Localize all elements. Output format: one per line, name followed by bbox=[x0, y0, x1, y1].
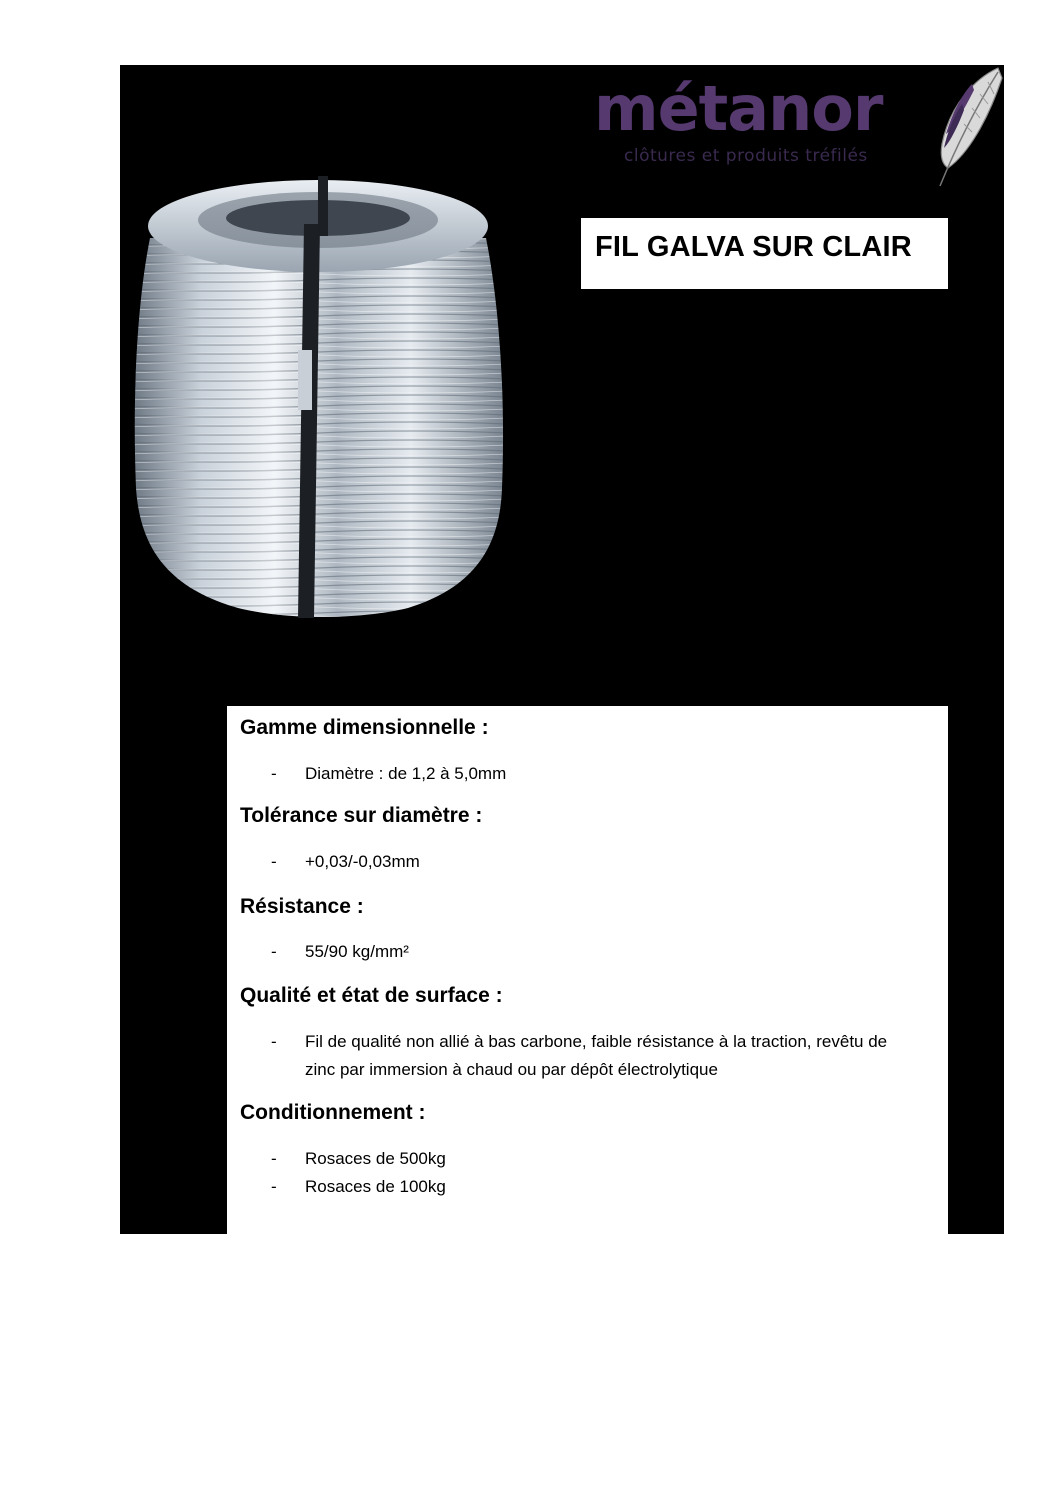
list-bullet: - bbox=[271, 1149, 277, 1168]
list-bullet: - bbox=[271, 852, 277, 871]
list-bullet: - bbox=[271, 1032, 277, 1051]
list-bullet: - bbox=[271, 1177, 277, 1196]
spec-item: Rosaces de 100kg bbox=[305, 1177, 446, 1196]
spec-item: Fil de qualité non allié à bas carbone, faible résistance à la traction, revêtu de zinc par immersion à chaud ou par dépôt électrolytique bbox=[305, 1032, 888, 1079]
spec-item: Diamètre : de 1,2 à 5,0mm bbox=[305, 764, 507, 783]
wire-coil-image bbox=[128, 168, 508, 638]
brand-tagline: clôtures et produits tréfilés bbox=[624, 146, 868, 166]
list-bullet: - bbox=[271, 764, 277, 783]
spec-heading-resistance: Résistance : bbox=[240, 895, 364, 918]
spec-heading-dimensions: Gamme dimensionnelle : bbox=[240, 716, 489, 739]
spec-heading-packaging: Conditionnement : bbox=[240, 1101, 426, 1124]
product-title: FIL GALVA SUR CLAIR bbox=[595, 231, 912, 263]
brand-logo-wordmark: métanor bbox=[594, 72, 883, 145]
spec-heading-quality: Qualité et état de surface : bbox=[240, 984, 503, 1007]
feather-icon bbox=[928, 64, 1006, 192]
spec-item: Rosaces de 500kg bbox=[305, 1149, 446, 1168]
spec-heading-tolerance: Tolérance sur diamètre : bbox=[240, 804, 483, 827]
specifications-panel bbox=[227, 706, 948, 1234]
spec-item: 55/90 kg/mm² bbox=[305, 942, 409, 961]
spec-item: +0,03/-0,03mm bbox=[305, 852, 420, 871]
product-title-box bbox=[581, 218, 948, 289]
list-bullet: - bbox=[271, 942, 277, 961]
